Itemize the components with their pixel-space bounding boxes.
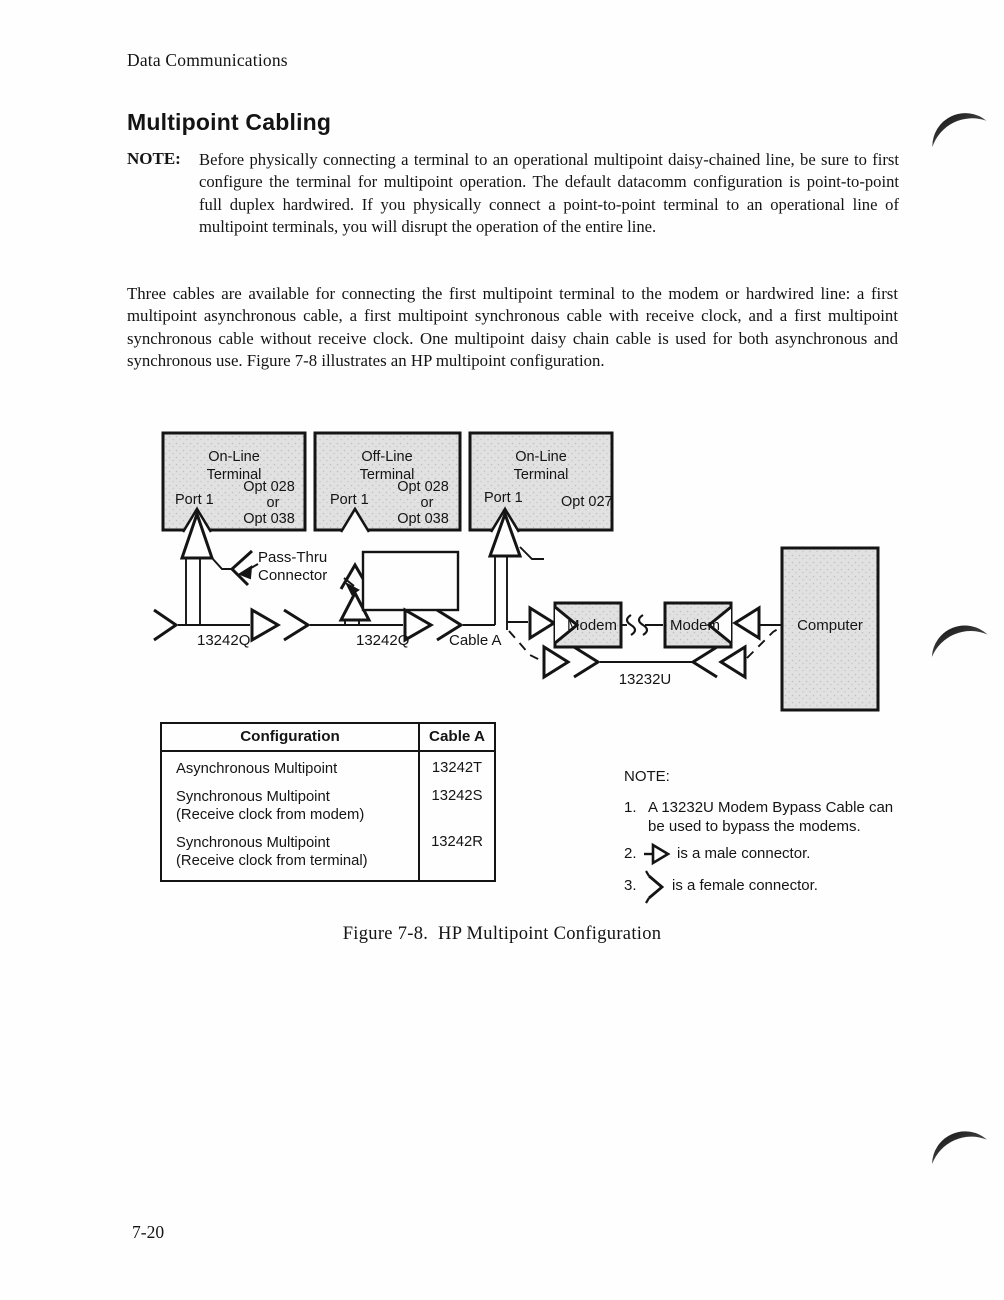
female-connector-icon [693,647,717,677]
note-item-number: 2. [624,845,637,862]
terminal-1-line1: On-Line [208,449,260,465]
figure-note-item-3 [624,876,920,910]
note-item-number: 1. [624,799,637,816]
male-connector-icon [252,610,278,640]
multipoint-configuration-diagram [140,428,890,720]
modem-1-box [555,603,621,647]
phone-line-squiggle-icon [627,615,647,635]
passthru-box [363,552,458,610]
note-label: NOTE: [127,149,181,168]
table-row: Synchronous Multipoint (Receive clock from modem) [176,789,365,823]
bypass-connector-pair-left [544,647,598,677]
online-terminal-1-box [163,433,305,532]
table-row: Asynchronous Multipoint [176,761,338,777]
terminal-1-opt2: Opt 038 [243,511,295,527]
modem-2-male-connector-icon [735,608,759,638]
modem-1-label: Modem [566,617,618,634]
table-cell-cable: 13242R [418,826,494,880]
note-text: Before physically connecting a terminal to an operational multipoint daisy-chained line, be sure to first configure the terminal for multipoint operation. The default datacomm configuration is point-to-point full duplex hardwired. If you physically connect a point-to-point terminal to an operational line of multipoint terminals, you will disrupt the operation of the entire line. [199,150,899,237]
cable-label-13242q-2: 13242Q [356,632,410,649]
passthru-label-line2: Connector [258,567,328,584]
page-curl-mark [926,104,996,174]
table-row: Synchronous Multipoint (Receive clock from terminal) [176,835,368,869]
terminal-1-line2: Terminal [206,467,262,483]
table-cell-cable: 13242S [418,780,494,826]
terminal-3-line1: On-Line [515,449,567,465]
figure-notes [624,768,920,918]
offline-terminal-box [315,433,460,532]
note-item-number: 3. [624,877,637,894]
modem-2-box [665,603,731,647]
male-connector-icon [721,647,745,677]
figure-caption: Figure 7-8. HP Multipoint Configuration [342,924,662,944]
cable-configuration-table [160,722,496,882]
terminal-2-port: Port 1 [330,492,369,508]
male-connector-icon [644,842,671,866]
female-connector-icon [284,610,308,640]
terminal-1-port: Port 1 [175,492,214,508]
computer-box [782,548,878,710]
note-item-text: is a male connector. [677,845,811,862]
running-header: Data Communications [127,50,288,70]
terminal-3-opt1: Opt 027 [561,494,613,510]
cable-label-13232u: 13232U [618,671,672,688]
terminal-2-opt-or: or [420,495,434,511]
modem-1-male-connector-icon [530,608,554,638]
male-connector-icon [544,647,568,677]
connector-pair-1 [252,610,308,640]
left-female-connector-icon [154,610,176,640]
terminal-2-opt2: Opt 038 [397,511,449,527]
page-curl-mark [926,1122,996,1192]
cable-label-13242q-1: 13242Q [197,632,251,649]
terminal-3-port: Port 1 [484,490,523,506]
table-cell-cable: 13242T [418,752,494,780]
table-header-cable-a: Cable A [418,724,494,752]
female-connector-icon [574,647,598,677]
bypass-connector-pair-right [693,647,745,677]
page-curl-mark [926,616,996,686]
body-paragraph: Three cables are available for connecting the first multipoint terminal to the modem or hardwired line: a first multipoint asynchronous cable, a first multipoint synchronous cable with receive clock, and a first multipoint synchronous cable without receive clock. One multipoint daisy chain cable is used for both asynchronous and synchronous use. Figure 7-8 illustrates an HP multipoint configuration. [127,284,898,370]
figure-note-item-2 [624,844,920,868]
terminal-1-opt-or: or [266,495,280,511]
page-number: 7-20 [132,1222,165,1242]
note-item-text: is a female connector. [672,877,818,894]
terminal-3-line2: Terminal [513,467,569,483]
computer-label: Computer [797,617,863,634]
modem-2-label: Modem [669,617,721,634]
passthru-label-line1: Pass-Thru [258,549,328,566]
figure-note-item-1 [624,798,920,836]
terminal-1-opt1: Opt 028 [243,479,295,495]
female-connector-icon [644,870,666,904]
online-terminal-2-box [470,433,613,532]
figure-notes-title: NOTE: [624,768,670,785]
note-item-text: A 13232U Modem Bypass Cable can be used to bypass the modems. [648,799,894,835]
page-title: Multipoint Cabling [127,109,332,135]
table-header-configuration: Configuration [162,724,418,752]
terminal-2-opt1: Opt 028 [397,479,449,495]
note-block [127,149,899,239]
cable-label-cable-a: Cable A [449,632,502,649]
terminal-2-line2: Terminal [359,467,415,483]
terminal-2-line1: Off-Line [361,449,413,465]
